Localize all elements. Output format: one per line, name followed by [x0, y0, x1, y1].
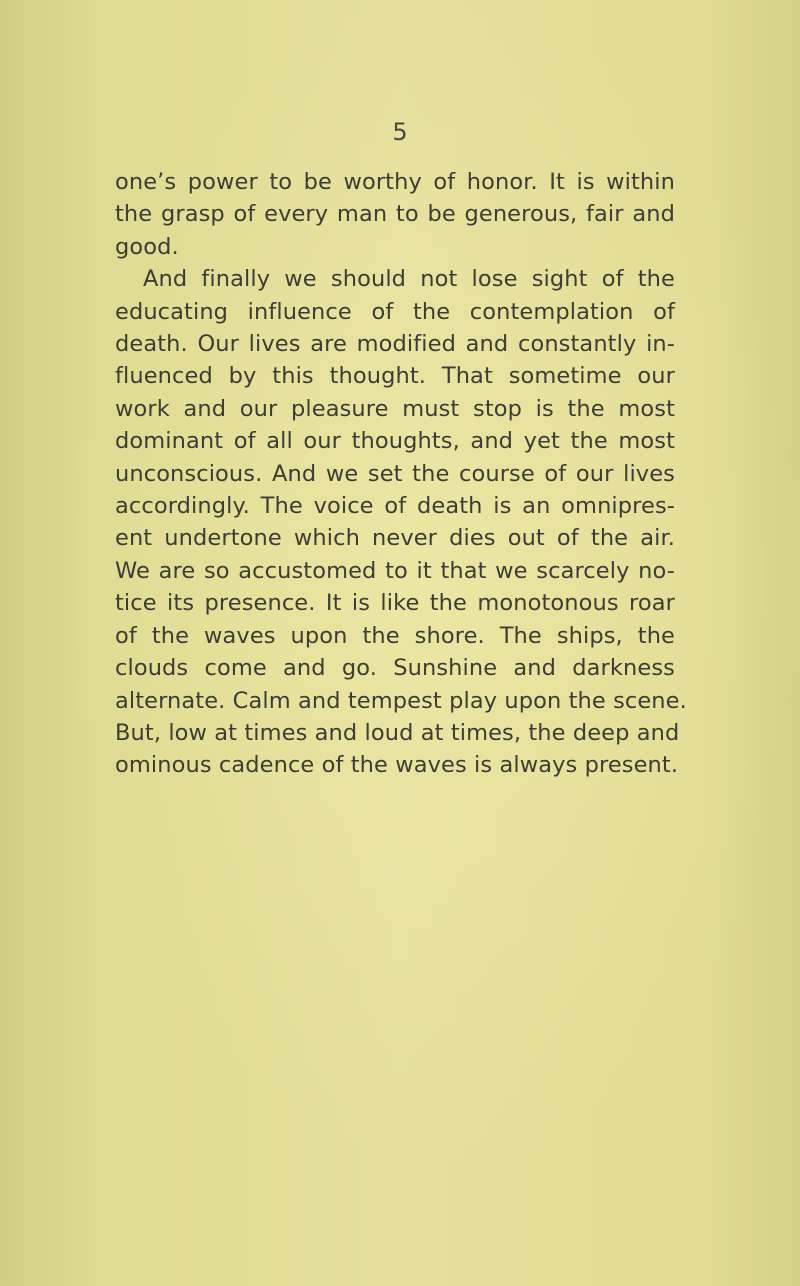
text-line: We are so accustomed to it that we scarcely no-	[115, 557, 675, 584]
text-line: educating influence of the contemplation of	[115, 298, 675, 325]
text-line: alternate. Calm and tempest play upon the scene.	[115, 687, 687, 714]
text-line: fluenced by this thought. That sometime our	[115, 363, 675, 390]
text-line: tice its presence. It is like the monotonous roar	[115, 590, 675, 617]
text-line: the grasp of every man to be generous, fair and	[115, 201, 675, 228]
text-line: unconscious. And we set the course of our lives	[115, 460, 675, 487]
text-line: clouds come and go. Sunshine and darkness	[115, 655, 675, 682]
text-line: dominant of all our thoughts, and yet the most	[115, 428, 675, 455]
text-line: accordingly. The voice of death is an omnipres-	[115, 493, 675, 520]
text-line: one’s power to be worthy of honor. It is within	[115, 169, 675, 195]
text-line: But, low at times and loud at times, the deep and	[115, 719, 680, 746]
text-line: ent undertone which never dies out of the air.	[115, 525, 675, 552]
text-line: good.	[115, 233, 179, 260]
text-line: work and our pleasure must stop is the most	[115, 395, 675, 422]
text-line: And finally we should not lose sight of the	[143, 266, 675, 293]
text-line: ominous cadence of the waves is always present.	[115, 752, 679, 779]
page-number: 5	[392, 118, 408, 146]
body-text	[115, 166, 687, 782]
text-line: of the waves upon the shore. The ships, the	[115, 622, 675, 649]
text-line: death. Our lives are modified and constantly in-	[115, 331, 675, 358]
